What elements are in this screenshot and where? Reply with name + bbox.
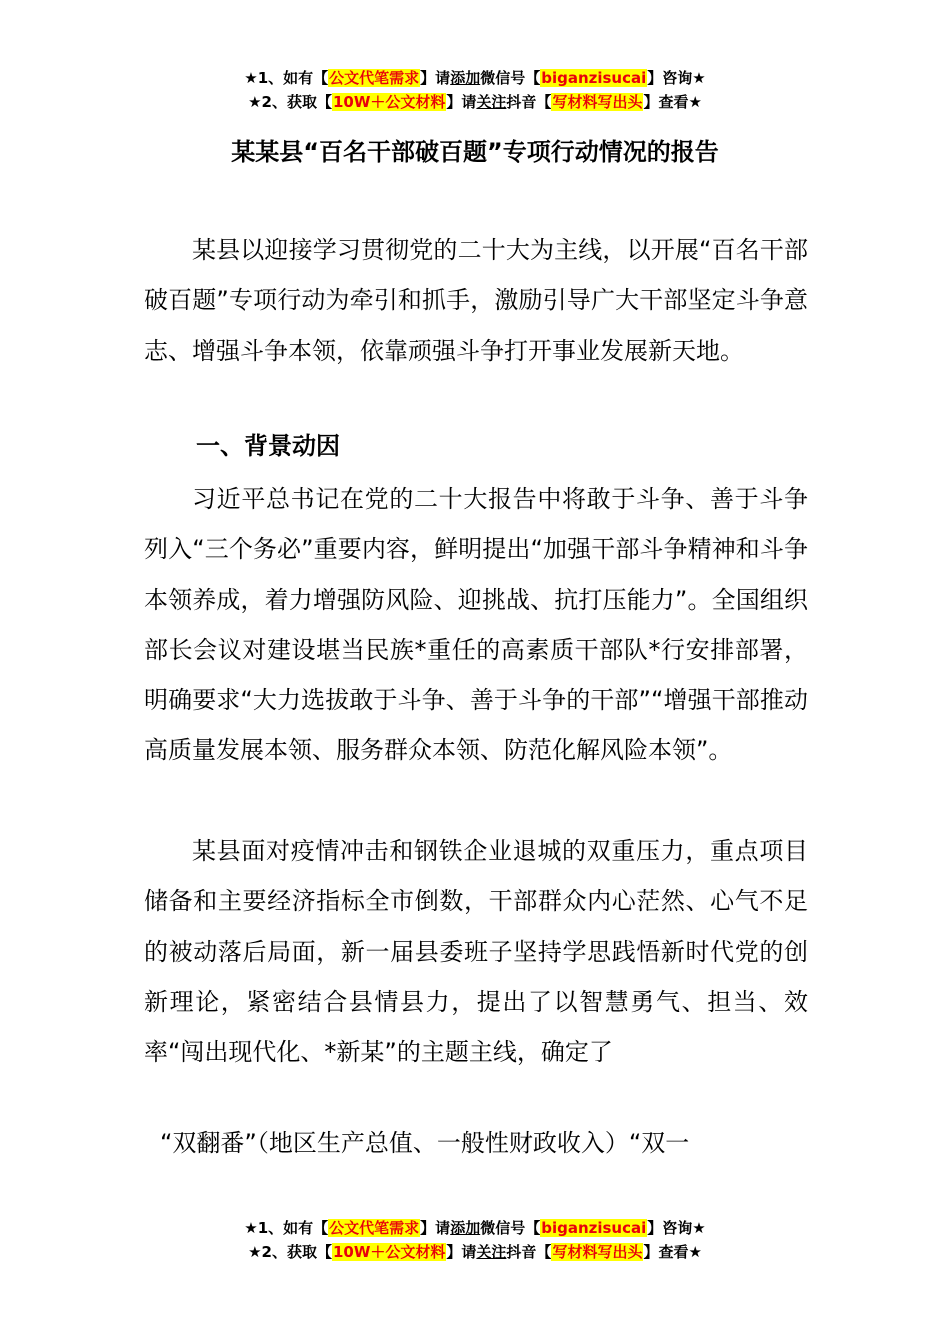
paragraph-intro <box>144 225 808 376</box>
banner-text: 】查看★ <box>643 93 702 111</box>
banner-highlight: 公文代笔需求 <box>329 69 420 87</box>
banner-text: 抖音【 <box>506 93 552 111</box>
banner-text: 】咨询★ <box>647 1219 706 1237</box>
paragraph-county <box>144 826 808 1077</box>
paragraph-text: 某县面对疫情冲击和钢铁企业退城的双重压力，重点项目储备和主要经济指标全市倒数，干部群众内心茫然、心气不足的被动落后局面，新一届县委班子坚持学思践悟新时代党的创新理论，紧密结合县情县力，提出了以智慧勇气、担当、效率“闯出现代化、*新某”的主题主线，确定了 <box>144 837 808 1067</box>
banner-text: 】请 <box>420 1219 451 1237</box>
banner-highlight: 公文代笔需求 <box>329 1219 420 1237</box>
banner-text: 2、获取【 <box>261 93 332 111</box>
paragraph-text: 某县以迎接学习贯彻党的二十大为主线，以开展“百名干部破百题”专项行动为牵引和抓手，激励引导广大干部坚定斗争意志、增强斗争本领，依靠顽强斗争打开事业发展新天地。 <box>144 236 808 365</box>
section-heading: 一、背景动因 <box>196 432 340 460</box>
banner-text: 2、获取【 <box>261 1243 332 1261</box>
paragraph-text: 习近平总书记在党的二十大报告中将敢于斗争、善于斗争列入“三个务必”重要内容，鲜明提出“加强干部斗争精神和斗争本领养成，着力增强防风险、迎挑战、抗打压能力”。全国组织部长会议对建设堪当民族*重任的高素质干部队*行安排部署，明确要求“大力选拔敢于斗争、善于斗争的干部”“增强干部推动高质量发展本领、服务群众本领、防范化解风险本领”。 <box>144 485 808 765</box>
banner-text: 】查看★ <box>643 1243 702 1261</box>
banner-highlight: 写材料写出头 <box>552 93 643 111</box>
document-title: 某某县“百名干部破百题”专项行动情况的报告 <box>231 138 719 166</box>
banner-underlined-text: 添加 <box>450 69 481 87</box>
banner-text: 微信号【 <box>480 69 541 87</box>
banner-text: 】请 <box>446 1243 477 1261</box>
star-icon: ★ <box>248 1243 262 1261</box>
banner-highlight: 10W＋公文材料 <box>332 93 446 111</box>
banner-underlined-text: 关注 <box>476 93 507 111</box>
header-banner <box>0 66 950 114</box>
banner-highlight: 10W＋公文材料 <box>332 1243 446 1261</box>
banner-highlight: biganzisucai <box>541 69 647 87</box>
banner-text: 】请 <box>420 69 451 87</box>
banner-underlined-text: 添加 <box>450 1219 481 1237</box>
banner-text: 1、如有【 <box>257 69 329 87</box>
footer-banner <box>0 1216 950 1264</box>
banner-line-2 <box>0 90 950 114</box>
banner-text: 】咨询★ <box>647 69 706 87</box>
banner-text: 】请 <box>446 93 477 111</box>
banner-highlight: 写材料写出头 <box>552 1243 643 1261</box>
banner-line-1 <box>0 1216 950 1240</box>
banner-text: 微信号【 <box>480 1219 541 1237</box>
banner-underlined-text: 关注 <box>476 1243 507 1261</box>
banner-text: 抖音【 <box>506 1243 552 1261</box>
paragraph-continued: “双翻番”（地区生产总值、一般性财政收入）“双一 <box>160 1129 690 1157</box>
star-icon: ★ <box>244 1219 258 1237</box>
star-icon: ★ <box>244 69 258 87</box>
banner-highlight: biganzisucai <box>541 1219 647 1237</box>
paragraph-background <box>144 474 808 776</box>
star-icon: ★ <box>248 93 262 111</box>
banner-line-1 <box>0 66 950 90</box>
banner-text: 1、如有【 <box>257 1219 329 1237</box>
banner-line-2 <box>0 1240 950 1264</box>
